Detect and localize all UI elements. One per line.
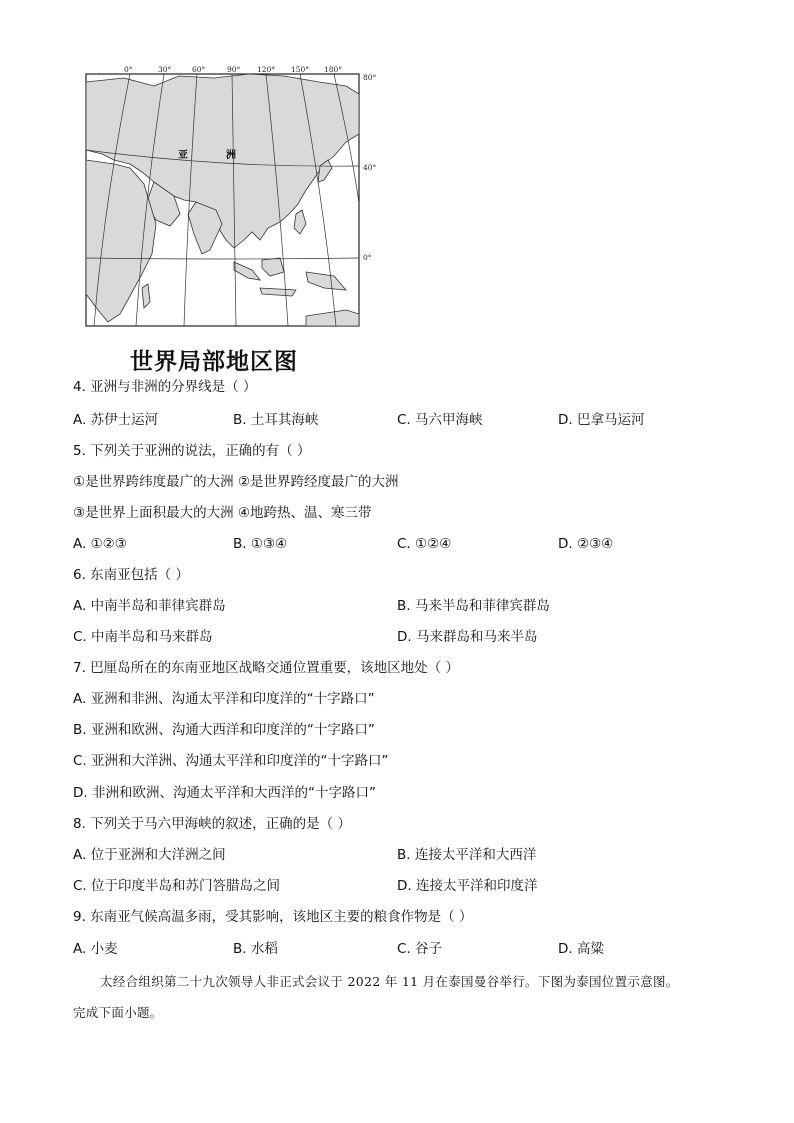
question-stem: 4. 亚洲与非洲的分界线是（ ） xyxy=(73,379,257,395)
lon-label: 120° xyxy=(257,65,276,74)
option-a: A. 小麦 xyxy=(73,941,118,957)
option-c: C. 亚洲和大洋洲、沟通太平洋和印度洋的“十字路口” xyxy=(73,753,389,769)
option-c: C. 位于印度半岛和苏门答腊岛之间 xyxy=(73,878,281,894)
option-a: A. 中南半岛和菲律宾群岛 xyxy=(73,598,226,614)
region-label-asia: 亚 xyxy=(178,150,188,161)
question-stem: 7. 巴厘岛所在的东南亚地区战略交通位置重要，该地区地处（ ） xyxy=(73,660,459,676)
option-d: D. ②③④ xyxy=(558,536,614,552)
option-d: D. 巴拿马运河 xyxy=(558,412,645,428)
option-b: B. ①③④ xyxy=(233,536,288,552)
option-a: A. 亚洲和非洲、沟通太平洋和印度洋的“十字路口” xyxy=(73,691,375,707)
option-d: D. 高粱 xyxy=(558,941,604,957)
passage-text: 太经合组织第二十九次领导人非正式会议于 2022 年 11 月在泰国曼谷举行。下图为泰国位置示意图。 xyxy=(100,974,679,989)
option-d: D. 连接太平洋和印度洋 xyxy=(397,878,538,894)
option-c: C. ①②④ xyxy=(397,536,452,552)
option-a: A. ①②③ xyxy=(73,536,127,552)
lat-label: 40° xyxy=(363,163,377,172)
option-b: B. 连接太平洋和大西洋 xyxy=(397,847,537,863)
lat-label: 80° xyxy=(363,73,377,82)
option-b: B. 马来半岛和菲律宾群岛 xyxy=(397,598,550,614)
world-partial-map xyxy=(84,64,390,328)
statement-line: ①是世界跨纬度最广的大洲 ②是世界跨经度最广的大洲 xyxy=(73,474,399,490)
passage-text: 完成下面小题。 xyxy=(73,1005,163,1020)
option-a: A. 苏伊士运河 xyxy=(73,412,159,428)
lon-label: 0° xyxy=(124,65,133,74)
lon-label: 90° xyxy=(227,65,241,74)
question-stem: 8. 下列关于马六甲海峡的叙述，正确的是（ ） xyxy=(73,816,351,832)
map-graphic xyxy=(84,64,390,328)
option-c: C. 中南半岛和马来群岛 xyxy=(73,629,213,645)
question-stem: 6. 东南亚包括（ ） xyxy=(73,567,189,583)
lon-label: 150° xyxy=(291,65,310,74)
question-stem: 5. 下列关于亚洲的说法，正确的有（ ） xyxy=(73,443,311,459)
lat-label: 0° xyxy=(363,253,372,262)
option-b: B. 亚洲和欧洲、沟通大西洋和印度洋的“十字路口” xyxy=(73,722,375,738)
option-c: C. 谷子 xyxy=(397,941,443,957)
option-b: B. 土耳其海峡 xyxy=(233,412,319,428)
lon-label: 60° xyxy=(192,65,206,74)
map-caption: 世界局部地区图 xyxy=(130,348,298,375)
statement-line: ③是世界上面积最大的大洲 ④地跨热、温、寒三带 xyxy=(73,505,372,521)
lon-label: 180° xyxy=(324,65,343,74)
option-b: B. 水稻 xyxy=(233,941,278,957)
region-label-asia: 洲 xyxy=(226,150,236,161)
lon-label: 30° xyxy=(158,65,172,74)
option-d: D. 马来群岛和马来半岛 xyxy=(397,629,538,645)
option-c: C. 马六甲海峡 xyxy=(397,412,483,428)
option-a: A. 位于亚洲和大洋洲之间 xyxy=(73,847,226,863)
option-d: D. 非洲和欧洲、沟通太平洋和大西洋的“十字路口” xyxy=(73,785,376,801)
question-stem: 9. 东南亚气候高温多雨，受其影响，该地区主要的粮食作物是（ ） xyxy=(73,909,473,925)
